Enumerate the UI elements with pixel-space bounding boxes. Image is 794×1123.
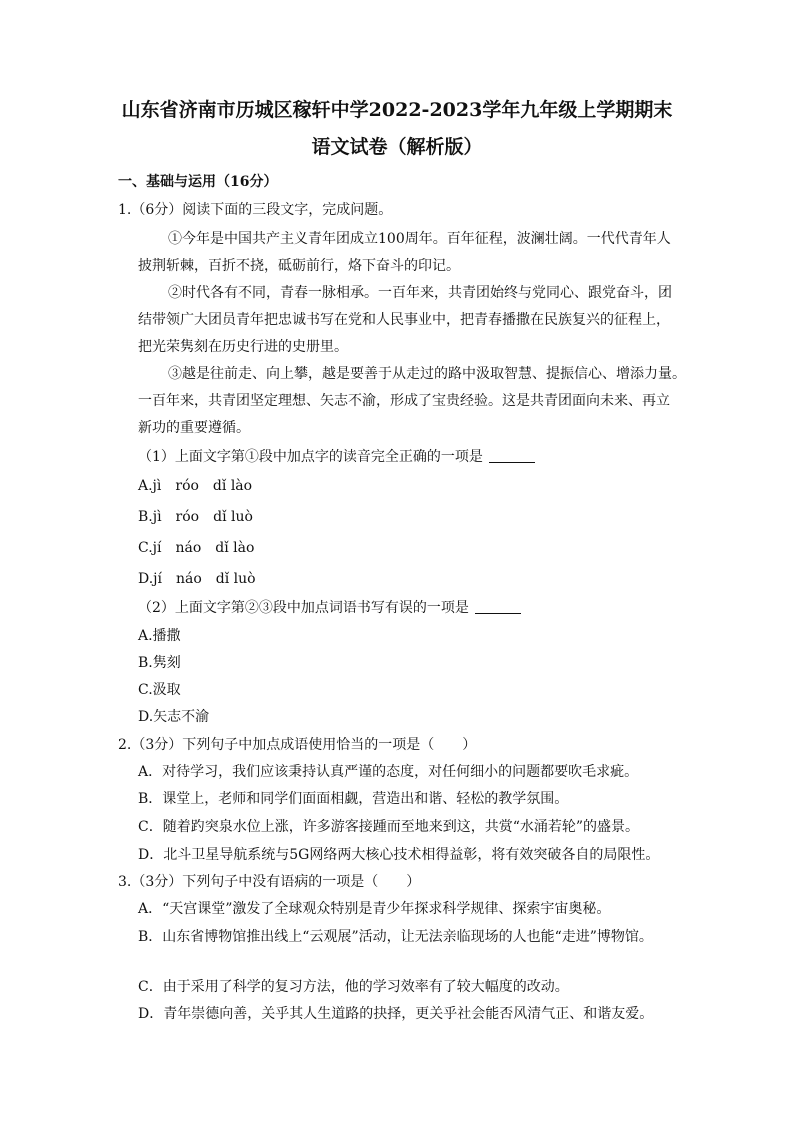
option-3-b: B．山东省博物馆推出线上“云观展”活动，让无法亲临现场的人也能“走进”博物馆。 — [138, 929, 653, 945]
section-heading: 一、基础与运用（16分） — [118, 174, 278, 190]
option-1-1-c: C.jí náo dǐ lào — [138, 540, 255, 556]
exam-title-line2: 语文试卷（解析版） — [311, 136, 483, 158]
option-1-2-d: D.矢志不渝 — [138, 709, 210, 725]
option-1-1-a: A.jì róo dǐ lào — [138, 478, 253, 494]
option-3-d: D．青年崇德向善，关乎其人生道路的抉择，更关乎社会能否风清气正、和谐友爱。 — [138, 1006, 654, 1022]
passage-paragraph-3-line3: 新功的重要遵循。 — [138, 420, 250, 436]
question-1-sub2-stem: （2）上面文字第②③段中加点词语书写有误的一项是 — [138, 600, 469, 616]
question-1-sub2 — [138, 598, 521, 618]
option-2-a: A．对待学习，我们应该秉持认真严谨的态度，对任何细小的问题都要吹毛求疵。 — [138, 764, 639, 780]
passage-paragraph-1-line1: ①今年是中国共产主义青年团成立100周年。百年征程，波澜壮阔。一代代青年人 — [168, 231, 671, 247]
question-1-sub1-stem: （1）上面文字第①段中加点字的读音完全正确的一项是 — [138, 449, 483, 465]
exam-title-line1: 山东省济南市历城区稼轩中学2022-2023学年九年级上学期期末 — [121, 99, 673, 121]
option-1-2-a: A.播撒 — [138, 628, 181, 644]
passage-paragraph-2-line3: 把光荣隽刻在历史行进的史册里。 — [138, 339, 348, 355]
option-2-b: B．课堂上，老师和同学们面面相觑，营造出和谐、轻松的教学氛围。 — [138, 791, 569, 807]
option-3-a: A．“天宫课堂”激发了全球观众特别是青少年探求科学规律、探索宇宙奥秘。 — [138, 901, 611, 917]
option-1-1-b: B.jì róo dǐ luò — [138, 509, 253, 525]
answer-blank[interactable] — [489, 448, 535, 463]
option-1-1-d: D.jí náo dǐ luò — [138, 571, 256, 587]
option-2-c: C．随着趵突泉水位上涨，许多游客接踵而至地来到这，共赏“水涌若轮”的盛景。 — [138, 819, 640, 835]
question-1-stem: 1.（6分）阅读下面的三段文字，完成问题。 — [118, 202, 393, 218]
passage-paragraph-1-line2: 披荆斩棘，百折不挠，砥砺前行，烙下奋斗的印记。 — [138, 258, 460, 274]
option-1-2-c: C.汲取 — [138, 682, 181, 698]
question-2-stem: 2.（3分）下列句子中加点成语使用恰当的一项是（ ） — [118, 737, 477, 753]
passage-paragraph-3-line2: 一百年来，共青团坚定理想、矢志不渝，形成了宝贵经验。这是共青团面向未来、再立 — [138, 393, 670, 409]
question-1-sub1 — [138, 447, 535, 467]
question-3-stem: 3.（3分）下列句子中没有语病的一项是（ ） — [118, 874, 421, 890]
option-3-c: C．由于采用了科学的复习方法，他的学习效率有了较大幅度的改动。 — [138, 979, 569, 995]
passage-paragraph-2-line1: ②时代各有不同，青春一脉相承。一百年来，共青团始终与党同心、跟党奋斗，团 — [168, 285, 672, 301]
passage-paragraph-2-line2: 结带领广大团员青年把忠诚书写在党和人民事业中，把青春播撒在民族复兴的征程上， — [138, 312, 670, 328]
passage-paragraph-3-line1: ③越是往前走、向上攀，越是要善于从走过的路中汲取智慧、提振信心、增添力量。 — [168, 366, 686, 382]
option-1-2-b: B.隽刻 — [138, 655, 181, 671]
answer-blank[interactable] — [475, 599, 521, 614]
option-2-d: D．北斗卫星导航系统与5G网络两大核心技术相得益彰，将有效突破各自的局限性。 — [138, 847, 660, 863]
